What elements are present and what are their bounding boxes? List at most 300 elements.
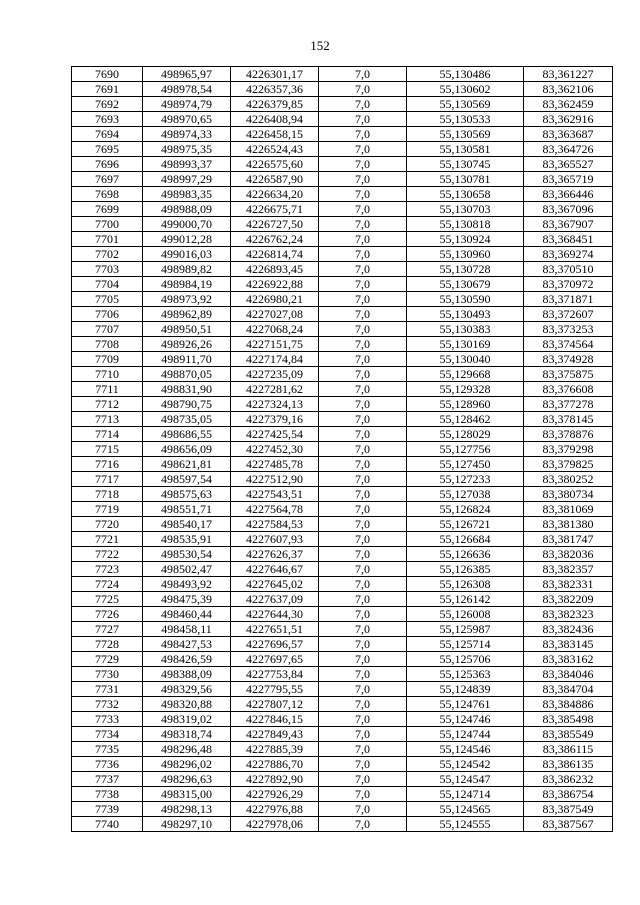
x-coordinate-cell: 498984,19 — [143, 277, 231, 292]
point-number-cell: 7693 — [72, 112, 143, 127]
longitude-cell: 83,382357 — [524, 562, 613, 577]
y-coordinate-cell: 4227235,09 — [231, 367, 319, 382]
x-coordinate-cell: 498965,97 — [143, 67, 231, 82]
x-coordinate-cell: 498831,90 — [143, 382, 231, 397]
value-cell: 7,0 — [319, 817, 407, 832]
x-coordinate-cell: 498870,05 — [143, 367, 231, 382]
latitude-cell: 55,130590 — [407, 292, 524, 307]
value-cell: 7,0 — [319, 232, 407, 247]
table-row — [72, 502, 613, 517]
y-coordinate-cell: 4227543,51 — [231, 487, 319, 502]
longitude-cell: 83,374564 — [524, 337, 613, 352]
longitude-cell: 83,364726 — [524, 142, 613, 157]
y-coordinate-cell: 4227027,08 — [231, 307, 319, 322]
point-number-cell: 7695 — [72, 142, 143, 157]
table-row — [72, 532, 613, 547]
point-number-cell: 7725 — [72, 592, 143, 607]
y-coordinate-cell: 4226408,94 — [231, 112, 319, 127]
table-row — [72, 472, 613, 487]
x-coordinate-cell: 498475,39 — [143, 592, 231, 607]
point-number-cell: 7729 — [72, 652, 143, 667]
table-row — [72, 277, 613, 292]
x-coordinate-cell: 498911,70 — [143, 352, 231, 367]
longitude-cell: 83,378876 — [524, 427, 613, 442]
y-coordinate-cell: 4226762,24 — [231, 232, 319, 247]
page-number: 152 — [310, 38, 330, 53]
latitude-cell: 55,129668 — [407, 367, 524, 382]
y-coordinate-cell: 4227753,84 — [231, 667, 319, 682]
value-cell: 7,0 — [319, 772, 407, 787]
point-number-cell: 7739 — [72, 802, 143, 817]
y-coordinate-cell: 4226575,60 — [231, 157, 319, 172]
latitude-cell: 55,130703 — [407, 202, 524, 217]
point-number-cell: 7720 — [72, 517, 143, 532]
point-number-cell: 7738 — [72, 787, 143, 802]
point-number-cell: 7715 — [72, 442, 143, 457]
longitude-cell: 83,368451 — [524, 232, 613, 247]
y-coordinate-cell: 4227485,78 — [231, 457, 319, 472]
value-cell: 7,0 — [319, 457, 407, 472]
value-cell: 7,0 — [319, 217, 407, 232]
longitude-cell: 83,382036 — [524, 547, 613, 562]
value-cell: 7,0 — [319, 157, 407, 172]
longitude-cell: 83,366446 — [524, 187, 613, 202]
table-row — [72, 292, 613, 307]
point-number-cell: 7728 — [72, 637, 143, 652]
value-cell: 7,0 — [319, 637, 407, 652]
latitude-cell: 55,125987 — [407, 622, 524, 637]
latitude-cell: 55,130581 — [407, 142, 524, 157]
point-number-cell: 7703 — [72, 262, 143, 277]
x-coordinate-cell: 498426,59 — [143, 652, 231, 667]
point-number-cell: 7710 — [72, 367, 143, 382]
latitude-cell: 55,130169 — [407, 337, 524, 352]
point-number-cell: 7706 — [72, 307, 143, 322]
value-cell: 7,0 — [319, 697, 407, 712]
y-coordinate-cell: 4226379,85 — [231, 97, 319, 112]
point-number-cell: 7702 — [72, 247, 143, 262]
latitude-cell: 55,130533 — [407, 112, 524, 127]
longitude-cell: 83,387567 — [524, 817, 613, 832]
value-cell: 7,0 — [319, 592, 407, 607]
value-cell: 7,0 — [319, 652, 407, 667]
table-row — [72, 217, 613, 232]
table-row — [72, 367, 613, 382]
x-coordinate-cell: 498975,35 — [143, 142, 231, 157]
table-row — [72, 112, 613, 127]
value-cell: 7,0 — [319, 172, 407, 187]
y-coordinate-cell: 4227512,90 — [231, 472, 319, 487]
value-cell: 7,0 — [319, 802, 407, 817]
x-coordinate-cell: 498973,92 — [143, 292, 231, 307]
y-coordinate-cell: 4226814,74 — [231, 247, 319, 262]
latitude-cell: 55,128960 — [407, 397, 524, 412]
latitude-cell: 55,126824 — [407, 502, 524, 517]
longitude-cell: 83,381747 — [524, 532, 613, 547]
table-row — [72, 757, 613, 772]
value-cell: 7,0 — [319, 67, 407, 82]
y-coordinate-cell: 4226458,15 — [231, 127, 319, 142]
x-coordinate-cell: 498388,09 — [143, 667, 231, 682]
x-coordinate-cell: 498997,29 — [143, 172, 231, 187]
value-cell: 7,0 — [319, 97, 407, 112]
value-cell: 7,0 — [319, 307, 407, 322]
point-number-cell: 7691 — [72, 82, 143, 97]
x-coordinate-cell: 498329,56 — [143, 682, 231, 697]
point-number-cell: 7704 — [72, 277, 143, 292]
latitude-cell: 55,124714 — [407, 787, 524, 802]
value-cell: 7,0 — [319, 277, 407, 292]
latitude-cell: 55,129328 — [407, 382, 524, 397]
x-coordinate-cell: 498962,89 — [143, 307, 231, 322]
y-coordinate-cell: 4227926,29 — [231, 787, 319, 802]
latitude-cell: 55,124761 — [407, 697, 524, 712]
table-row — [72, 262, 613, 277]
x-coordinate-cell: 498974,79 — [143, 97, 231, 112]
value-cell: 7,0 — [319, 682, 407, 697]
value-cell: 7,0 — [319, 202, 407, 217]
table-row — [72, 202, 613, 217]
latitude-cell: 55,124546 — [407, 742, 524, 757]
table-row — [72, 607, 613, 622]
longitude-cell: 83,371871 — [524, 292, 613, 307]
table-row — [72, 457, 613, 472]
point-number-cell: 7708 — [72, 337, 143, 352]
longitude-cell: 83,362459 — [524, 97, 613, 112]
x-coordinate-cell: 498970,65 — [143, 112, 231, 127]
table-row — [72, 562, 613, 577]
point-number-cell: 7732 — [72, 697, 143, 712]
x-coordinate-cell: 498318,74 — [143, 727, 231, 742]
x-coordinate-cell: 498540,17 — [143, 517, 231, 532]
table-row — [72, 232, 613, 247]
longitude-cell: 83,382331 — [524, 577, 613, 592]
y-coordinate-cell: 4227644,30 — [231, 607, 319, 622]
y-coordinate-cell: 4227807,12 — [231, 697, 319, 712]
x-coordinate-cell: 498993,37 — [143, 157, 231, 172]
table-row — [72, 247, 613, 262]
latitude-cell: 55,130924 — [407, 232, 524, 247]
table-row — [72, 652, 613, 667]
table-row — [72, 592, 613, 607]
latitude-cell: 55,124555 — [407, 817, 524, 832]
x-coordinate-cell: 498978,54 — [143, 82, 231, 97]
point-number-cell: 7737 — [72, 772, 143, 787]
point-number-cell: 7694 — [72, 127, 143, 142]
longitude-cell: 83,367096 — [524, 202, 613, 217]
x-coordinate-cell: 498460,44 — [143, 607, 231, 622]
value-cell: 7,0 — [319, 322, 407, 337]
x-coordinate-cell: 498319,02 — [143, 712, 231, 727]
longitude-cell: 83,372607 — [524, 307, 613, 322]
latitude-cell: 55,130745 — [407, 157, 524, 172]
longitude-cell: 83,365719 — [524, 172, 613, 187]
value-cell: 7,0 — [319, 562, 407, 577]
x-coordinate-cell: 498551,71 — [143, 502, 231, 517]
table-row — [72, 127, 613, 142]
longitude-cell: 83,386232 — [524, 772, 613, 787]
latitude-cell: 55,130818 — [407, 217, 524, 232]
longitude-cell: 83,374928 — [524, 352, 613, 367]
y-coordinate-cell: 4226301,17 — [231, 67, 319, 82]
latitude-cell: 55,130960 — [407, 247, 524, 262]
table-row — [72, 337, 613, 352]
x-coordinate-cell: 498535,91 — [143, 532, 231, 547]
latitude-cell: 55,125706 — [407, 652, 524, 667]
y-coordinate-cell: 4227626,37 — [231, 547, 319, 562]
point-number-cell: 7718 — [72, 487, 143, 502]
x-coordinate-cell: 498950,51 — [143, 322, 231, 337]
y-coordinate-cell: 4227425,54 — [231, 427, 319, 442]
point-number-cell: 7690 — [72, 67, 143, 82]
table-row — [72, 547, 613, 562]
value-cell: 7,0 — [319, 292, 407, 307]
longitude-cell: 83,385498 — [524, 712, 613, 727]
latitude-cell: 55,127233 — [407, 472, 524, 487]
x-coordinate-cell: 498575,63 — [143, 487, 231, 502]
table-row — [72, 427, 613, 442]
point-number-cell: 7724 — [72, 577, 143, 592]
table-row — [72, 787, 613, 802]
value-cell: 7,0 — [319, 532, 407, 547]
longitude-cell: 83,365527 — [524, 157, 613, 172]
x-coordinate-cell: 499016,03 — [143, 247, 231, 262]
y-coordinate-cell: 4227795,55 — [231, 682, 319, 697]
longitude-cell: 83,386115 — [524, 742, 613, 757]
point-number-cell: 7713 — [72, 412, 143, 427]
y-coordinate-cell: 4226357,36 — [231, 82, 319, 97]
table-row — [72, 97, 613, 112]
table-row — [72, 172, 613, 187]
latitude-cell: 55,130383 — [407, 322, 524, 337]
coordinates-table-body — [72, 67, 613, 832]
table-row — [72, 682, 613, 697]
x-coordinate-cell: 498790,75 — [143, 397, 231, 412]
table-row — [72, 412, 613, 427]
value-cell: 7,0 — [319, 82, 407, 97]
longitude-cell: 83,384046 — [524, 667, 613, 682]
value-cell: 7,0 — [319, 397, 407, 412]
x-coordinate-cell: 498988,09 — [143, 202, 231, 217]
value-cell: 7,0 — [319, 547, 407, 562]
y-coordinate-cell: 4227584,53 — [231, 517, 319, 532]
value-cell: 7,0 — [319, 577, 407, 592]
latitude-cell: 55,126142 — [407, 592, 524, 607]
y-coordinate-cell: 4227174,84 — [231, 352, 319, 367]
x-coordinate-cell: 498989,82 — [143, 262, 231, 277]
longitude-cell: 83,362106 — [524, 82, 613, 97]
latitude-cell: 55,130569 — [407, 127, 524, 142]
latitude-cell: 55,127038 — [407, 487, 524, 502]
latitude-cell: 55,130569 — [407, 97, 524, 112]
latitude-cell: 55,128462 — [407, 412, 524, 427]
x-coordinate-cell: 498493,92 — [143, 577, 231, 592]
y-coordinate-cell: 4227885,39 — [231, 742, 319, 757]
value-cell: 7,0 — [319, 337, 407, 352]
x-coordinate-cell: 498621,81 — [143, 457, 231, 472]
table-row — [72, 637, 613, 652]
longitude-cell: 83,369274 — [524, 247, 613, 262]
value-cell: 7,0 — [319, 622, 407, 637]
table-row — [72, 187, 613, 202]
value-cell: 7,0 — [319, 142, 407, 157]
x-coordinate-cell: 498320,88 — [143, 697, 231, 712]
point-number-cell: 7730 — [72, 667, 143, 682]
table-row — [72, 397, 613, 412]
y-coordinate-cell: 4227646,67 — [231, 562, 319, 577]
point-number-cell: 7698 — [72, 187, 143, 202]
point-number-cell: 7716 — [72, 457, 143, 472]
latitude-cell: 55,130602 — [407, 82, 524, 97]
y-coordinate-cell: 4226675,71 — [231, 202, 319, 217]
table-row — [72, 157, 613, 172]
point-number-cell: 7734 — [72, 727, 143, 742]
table-row — [72, 142, 613, 157]
latitude-cell: 55,128029 — [407, 427, 524, 442]
x-coordinate-cell: 498974,33 — [143, 127, 231, 142]
x-coordinate-cell: 498296,48 — [143, 742, 231, 757]
longitude-cell: 83,367907 — [524, 217, 613, 232]
table-row — [72, 697, 613, 712]
longitude-cell: 83,382436 — [524, 622, 613, 637]
x-coordinate-cell: 498458,11 — [143, 622, 231, 637]
table-row — [72, 382, 613, 397]
latitude-cell: 55,127450 — [407, 457, 524, 472]
latitude-cell: 55,130781 — [407, 172, 524, 187]
y-coordinate-cell: 4226587,90 — [231, 172, 319, 187]
point-number-cell: 7701 — [72, 232, 143, 247]
y-coordinate-cell: 4227324,13 — [231, 397, 319, 412]
longitude-cell: 83,384704 — [524, 682, 613, 697]
x-coordinate-cell: 498315,00 — [143, 787, 231, 802]
value-cell: 7,0 — [319, 757, 407, 772]
table-row — [72, 352, 613, 367]
longitude-cell: 83,361227 — [524, 67, 613, 82]
point-number-cell: 7735 — [72, 742, 143, 757]
point-number-cell: 7709 — [72, 352, 143, 367]
value-cell: 7,0 — [319, 382, 407, 397]
latitude-cell: 55,126684 — [407, 532, 524, 547]
longitude-cell: 83,379825 — [524, 457, 613, 472]
table-row — [72, 442, 613, 457]
x-coordinate-cell: 498530,54 — [143, 547, 231, 562]
point-number-cell: 7707 — [72, 322, 143, 337]
point-number-cell: 7719 — [72, 502, 143, 517]
point-number-cell: 7696 — [72, 157, 143, 172]
x-coordinate-cell: 498735,05 — [143, 412, 231, 427]
value-cell: 7,0 — [319, 712, 407, 727]
coordinates-table — [71, 66, 613, 832]
x-coordinate-cell: 498597,54 — [143, 472, 231, 487]
value-cell: 7,0 — [319, 502, 407, 517]
point-number-cell: 7697 — [72, 172, 143, 187]
point-number-cell: 7717 — [72, 472, 143, 487]
y-coordinate-cell: 4227379,16 — [231, 412, 319, 427]
value-cell: 7,0 — [319, 472, 407, 487]
point-number-cell: 7699 — [72, 202, 143, 217]
longitude-cell: 83,383162 — [524, 652, 613, 667]
latitude-cell: 55,124744 — [407, 727, 524, 742]
x-coordinate-cell: 499000,70 — [143, 217, 231, 232]
y-coordinate-cell: 4226893,45 — [231, 262, 319, 277]
x-coordinate-cell: 498502,47 — [143, 562, 231, 577]
point-number-cell: 7726 — [72, 607, 143, 622]
x-coordinate-cell: 498686,55 — [143, 427, 231, 442]
latitude-cell: 55,124542 — [407, 757, 524, 772]
table-row — [72, 67, 613, 82]
table-row — [72, 622, 613, 637]
table-row — [72, 577, 613, 592]
latitude-cell: 55,130486 — [407, 67, 524, 82]
table-row — [72, 727, 613, 742]
point-number-cell: 7740 — [72, 817, 143, 832]
table-row — [72, 667, 613, 682]
latitude-cell: 55,124565 — [407, 802, 524, 817]
x-coordinate-cell: 498296,63 — [143, 772, 231, 787]
y-coordinate-cell: 4227068,24 — [231, 322, 319, 337]
y-coordinate-cell: 4227886,70 — [231, 757, 319, 772]
y-coordinate-cell: 4227696,57 — [231, 637, 319, 652]
longitude-cell: 83,383145 — [524, 637, 613, 652]
value-cell: 7,0 — [319, 187, 407, 202]
point-number-cell: 7733 — [72, 712, 143, 727]
point-number-cell: 7722 — [72, 547, 143, 562]
value-cell: 7,0 — [319, 112, 407, 127]
longitude-cell: 83,382323 — [524, 607, 613, 622]
y-coordinate-cell: 4227607,93 — [231, 532, 319, 547]
y-coordinate-cell: 4227849,43 — [231, 727, 319, 742]
point-number-cell: 7711 — [72, 382, 143, 397]
latitude-cell: 55,130658 — [407, 187, 524, 202]
point-number-cell: 7714 — [72, 427, 143, 442]
table-row — [72, 517, 613, 532]
latitude-cell: 55,126636 — [407, 547, 524, 562]
longitude-cell: 83,363687 — [524, 127, 613, 142]
y-coordinate-cell: 4227976,88 — [231, 802, 319, 817]
latitude-cell: 55,124839 — [407, 682, 524, 697]
table-row — [72, 742, 613, 757]
longitude-cell: 83,362916 — [524, 112, 613, 127]
longitude-cell: 83,380252 — [524, 472, 613, 487]
y-coordinate-cell: 4226922,88 — [231, 277, 319, 292]
latitude-cell: 55,124547 — [407, 772, 524, 787]
value-cell: 7,0 — [319, 367, 407, 382]
latitude-cell: 55,124746 — [407, 712, 524, 727]
table-row — [72, 712, 613, 727]
y-coordinate-cell: 4227564,78 — [231, 502, 319, 517]
value-cell: 7,0 — [319, 427, 407, 442]
table-row — [72, 817, 613, 832]
latitude-cell: 55,125714 — [407, 637, 524, 652]
longitude-cell: 83,378145 — [524, 412, 613, 427]
longitude-cell: 83,377278 — [524, 397, 613, 412]
longitude-cell: 83,385549 — [524, 727, 613, 742]
latitude-cell: 55,130493 — [407, 307, 524, 322]
latitude-cell: 55,127756 — [407, 442, 524, 457]
table-row — [72, 322, 613, 337]
longitude-cell: 83,386135 — [524, 757, 613, 772]
y-coordinate-cell: 4226634,20 — [231, 187, 319, 202]
value-cell: 7,0 — [319, 727, 407, 742]
value-cell: 7,0 — [319, 607, 407, 622]
table-row — [72, 487, 613, 502]
point-number-cell: 7727 — [72, 622, 143, 637]
x-coordinate-cell: 498298,13 — [143, 802, 231, 817]
value-cell: 7,0 — [319, 442, 407, 457]
latitude-cell: 55,130728 — [407, 262, 524, 277]
y-coordinate-cell: 4227637,09 — [231, 592, 319, 607]
y-coordinate-cell: 4227452,30 — [231, 442, 319, 457]
